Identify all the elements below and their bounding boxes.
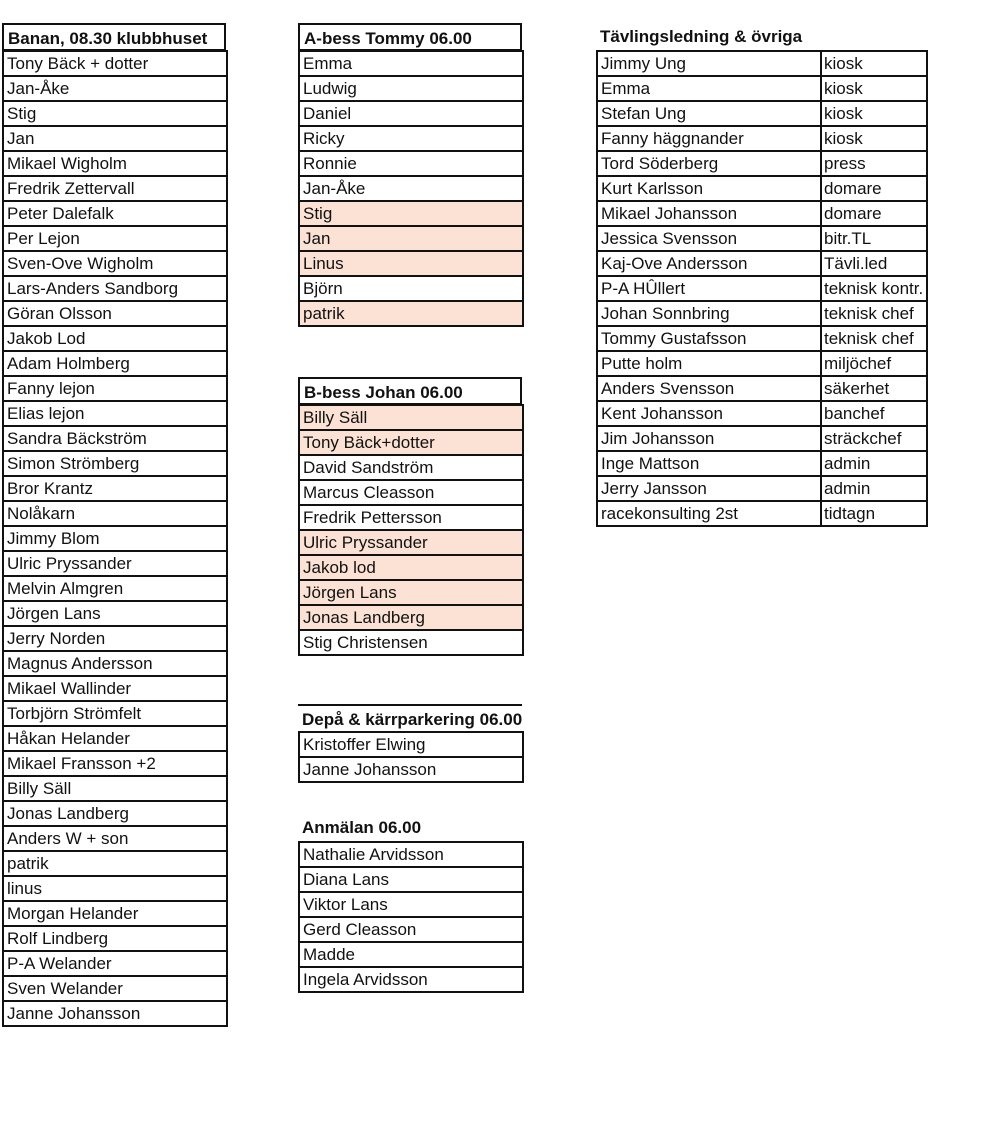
tavling-name-cell: Fanny häggnander xyxy=(597,126,821,151)
abess-row xyxy=(299,201,523,226)
tavling-name-cell: Jessica Svensson xyxy=(597,226,821,251)
tavling-name-cell: Tord Söderberg xyxy=(597,151,821,176)
tavling-table xyxy=(596,50,928,527)
bbess-row xyxy=(299,480,523,505)
banan-name-cell: Fanny lejon xyxy=(3,376,227,401)
abess-rows xyxy=(299,51,523,326)
banan-name-cell: patrik xyxy=(3,851,227,876)
banan-row xyxy=(3,926,227,951)
anmalan-table xyxy=(298,841,524,993)
anmalan-row xyxy=(299,842,523,867)
banan-row xyxy=(3,551,227,576)
tavling-row xyxy=(597,376,927,401)
anmalan-name-cell: Viktor Lans xyxy=(299,892,523,917)
banan-name-cell: Jakob Lod xyxy=(3,326,227,351)
bbess-name-cell: Ulric Pryssander xyxy=(299,530,523,555)
tavling-role-cell: säkerhet xyxy=(821,376,927,401)
abess-name-cell: Jan-Åke xyxy=(299,176,523,201)
anmalan-name-cell: Nathalie Arvidsson xyxy=(299,842,523,867)
banan-title: Banan, 08.30 klubbhuset xyxy=(2,23,226,50)
depa-name-cell: Janne Johansson xyxy=(299,757,523,782)
anmalan-name-cell: Ingela Arvidsson xyxy=(299,967,523,992)
anmalan-section xyxy=(298,814,522,993)
banan-name-cell: Mikael Wallinder xyxy=(3,676,227,701)
anmalan-row xyxy=(299,967,523,992)
depa-row xyxy=(299,732,523,757)
abess-row xyxy=(299,301,523,326)
abess-row xyxy=(299,126,523,151)
bbess-name-cell: Jonas Landberg xyxy=(299,605,523,630)
tavling-name-cell: P-A HÛllert xyxy=(597,276,821,301)
banan-name-cell: Jan xyxy=(3,126,227,151)
banan-name-cell: Torbjörn Strömfelt xyxy=(3,701,227,726)
bbess-name-cell: Jakob lod xyxy=(299,555,523,580)
banan-row xyxy=(3,201,227,226)
banan-row xyxy=(3,801,227,826)
banan-name-cell: Fredrik Zettervall xyxy=(3,176,227,201)
bbess-rows xyxy=(299,405,523,655)
bbess-name-cell: Billy Säll xyxy=(299,405,523,430)
tavling-name-cell: Johan Sonnbring xyxy=(597,301,821,326)
tavling-name-cell: Emma xyxy=(597,76,821,101)
tavling-name-cell: Jerry Jansson xyxy=(597,476,821,501)
bbess-title: B-bess Johan 06.00 xyxy=(298,377,522,404)
tavling-name-cell: Mikael Johansson xyxy=(597,201,821,226)
banan-row xyxy=(3,51,227,76)
bbess-row xyxy=(299,505,523,530)
banan-row xyxy=(3,876,227,901)
banan-rows xyxy=(3,51,227,1026)
banan-name-cell: Jörgen Lans xyxy=(3,601,227,626)
tavling-row xyxy=(597,51,927,76)
tavling-name-cell: Inge Mattson xyxy=(597,451,821,476)
tavling-title: Tävlingsledning & övriga xyxy=(600,27,803,46)
tavling-name-cell: Stefan Ung xyxy=(597,101,821,126)
abess-row xyxy=(299,251,523,276)
banan-name-cell: Adam Holmberg xyxy=(3,351,227,376)
banan-row xyxy=(3,726,227,751)
abess-name-cell: Emma xyxy=(299,51,523,76)
abess-row xyxy=(299,176,523,201)
tavling-row xyxy=(597,176,927,201)
abess-table xyxy=(298,50,524,327)
tavling-name-cell: Tommy Gustafsson xyxy=(597,326,821,351)
banan-row xyxy=(3,226,227,251)
banan-name-cell: Per Lejon xyxy=(3,226,227,251)
banan-row xyxy=(3,601,227,626)
banan-row xyxy=(3,701,227,726)
tavling-name-cell: racekonsulting 2st xyxy=(597,501,821,526)
banan-row xyxy=(3,326,227,351)
banan-section xyxy=(2,23,226,1027)
bbess-table xyxy=(298,404,524,656)
tavling-row xyxy=(597,251,927,276)
abess-row xyxy=(299,226,523,251)
bbess-row xyxy=(299,430,523,455)
abess-title: A-bess Tommy 06.00 xyxy=(298,23,522,50)
abess-section xyxy=(298,23,522,327)
tavling-name-cell: Putte holm xyxy=(597,351,821,376)
abess-name-cell: Linus xyxy=(299,251,523,276)
depa-row xyxy=(299,757,523,782)
bbess-section xyxy=(298,377,522,656)
bbess-name-cell: Tony Bäck+dotter xyxy=(299,430,523,455)
tavling-row xyxy=(597,426,927,451)
tavling-role-cell: tidtagn xyxy=(821,501,927,526)
abess-row xyxy=(299,51,523,76)
banan-row xyxy=(3,526,227,551)
banan-name-cell: Jerry Norden xyxy=(3,626,227,651)
bbess-name-cell: David Sandström xyxy=(299,455,523,480)
anmalan-rows xyxy=(299,842,523,992)
tavling-role-cell: banchef xyxy=(821,401,927,426)
banan-name-cell: Anders W + son xyxy=(3,826,227,851)
banan-name-cell: Sven-Ove Wigholm xyxy=(3,251,227,276)
banan-row xyxy=(3,101,227,126)
banan-row xyxy=(3,301,227,326)
depa-title: Depå & kärrparkering 06.00 xyxy=(298,704,522,731)
abess-row xyxy=(299,101,523,126)
banan-name-cell: Billy Säll xyxy=(3,776,227,801)
bbess-row xyxy=(299,605,523,630)
anmalan-name-cell: Gerd Cleasson xyxy=(299,917,523,942)
banan-name-cell: Ulric Pryssander xyxy=(3,551,227,576)
banan-row xyxy=(3,776,227,801)
tavling-row xyxy=(597,401,927,426)
abess-row xyxy=(299,276,523,301)
bbess-row xyxy=(299,580,523,605)
banan-row xyxy=(3,376,227,401)
abess-name-cell: Ludwig xyxy=(299,76,523,101)
tavling-row xyxy=(597,351,927,376)
tavling-row xyxy=(597,501,927,526)
banan-row xyxy=(3,651,227,676)
tavling-role-cell: kiosk xyxy=(821,101,927,126)
anmalan-title: Anmälan 06.00 xyxy=(302,818,422,837)
tavling-row xyxy=(597,301,927,326)
tavling-row xyxy=(597,451,927,476)
depa-table xyxy=(298,731,524,783)
banan-row xyxy=(3,826,227,851)
banan-name-cell: Jan-Åke xyxy=(3,76,227,101)
bbess-row xyxy=(299,630,523,655)
banan-name-cell: Nolåkarn xyxy=(3,501,227,526)
abess-name-cell: Björn xyxy=(299,276,523,301)
banan-row xyxy=(3,401,227,426)
bbess-row xyxy=(299,455,523,480)
tavling-name-cell: Jim Johansson xyxy=(597,426,821,451)
banan-row xyxy=(3,901,227,926)
anmalan-row xyxy=(299,867,523,892)
banan-name-cell: linus xyxy=(3,876,227,901)
abess-name-cell: Stig xyxy=(299,201,523,226)
tavling-name-cell: Kurt Karlsson xyxy=(597,176,821,201)
tavling-name-cell: Kent Johansson xyxy=(597,401,821,426)
banan-row xyxy=(3,476,227,501)
banan-row xyxy=(3,151,227,176)
banan-name-cell: Jimmy Blom xyxy=(3,526,227,551)
banan-row xyxy=(3,626,227,651)
banan-name-cell: Stig xyxy=(3,101,227,126)
tavling-role-cell: admin xyxy=(821,476,927,501)
banan-row xyxy=(3,751,227,776)
banan-name-cell: Magnus Andersson xyxy=(3,651,227,676)
anmalan-row xyxy=(299,942,523,967)
banan-name-cell: Göran Olsson xyxy=(3,301,227,326)
banan-row xyxy=(3,276,227,301)
banan-row xyxy=(3,1001,227,1026)
tavling-rows xyxy=(597,51,927,526)
tavling-role-cell: bitr.TL xyxy=(821,226,927,251)
tavling-row xyxy=(597,126,927,151)
tavling-role-cell: teknisk kontr. xyxy=(821,276,927,301)
tavling-row xyxy=(597,201,927,226)
tavling-role-cell: admin xyxy=(821,451,927,476)
banan-name-cell: Elias lejon xyxy=(3,401,227,426)
banan-row xyxy=(3,76,227,101)
abess-name-cell: Daniel xyxy=(299,101,523,126)
banan-row xyxy=(3,851,227,876)
tavling-role-cell: domare xyxy=(821,176,927,201)
banan-row xyxy=(3,576,227,601)
bbess-name-cell: Fredrik Pettersson xyxy=(299,505,523,530)
banan-row xyxy=(3,451,227,476)
banan-name-cell: Sandra Bäckström xyxy=(3,426,227,451)
banan-row xyxy=(3,251,227,276)
banan-name-cell: Peter Dalefalk xyxy=(3,201,227,226)
depa-name-cell: Kristoffer Elwing xyxy=(299,732,523,757)
abess-name-cell: Ricky xyxy=(299,126,523,151)
tavling-section xyxy=(596,23,931,527)
banan-row xyxy=(3,426,227,451)
tavling-row xyxy=(597,101,927,126)
tavling-name-cell: Kaj-Ove Andersson xyxy=(597,251,821,276)
banan-name-cell: Tony Bäck + dotter xyxy=(3,51,227,76)
tavling-row xyxy=(597,326,927,351)
banan-name-cell: Bror Krantz xyxy=(3,476,227,501)
tavling-role-cell: kiosk xyxy=(821,126,927,151)
tavling-role-cell: Tävli.led xyxy=(821,251,927,276)
anmalan-row xyxy=(299,917,523,942)
banan-name-cell: Lars-Anders Sandborg xyxy=(3,276,227,301)
banan-name-cell: Håkan Helander xyxy=(3,726,227,751)
tavling-row xyxy=(597,276,927,301)
tavling-name-cell: Anders Svensson xyxy=(597,376,821,401)
tavling-role-cell: miljöchef xyxy=(821,351,927,376)
banan-row xyxy=(3,976,227,1001)
depa-rows xyxy=(299,732,523,782)
banan-row xyxy=(3,126,227,151)
banan-name-cell: Sven Welander xyxy=(3,976,227,1001)
bbess-name-cell: Jörgen Lans xyxy=(299,580,523,605)
abess-row xyxy=(299,151,523,176)
tavling-role-cell: kiosk xyxy=(821,76,927,101)
banan-name-cell: Melvin Almgren xyxy=(3,576,227,601)
banan-name-cell: Janne Johansson xyxy=(3,1001,227,1026)
banan-row xyxy=(3,951,227,976)
bbess-row xyxy=(299,530,523,555)
banan-name-cell: Simon Strömberg xyxy=(3,451,227,476)
banan-row xyxy=(3,676,227,701)
tavling-role-cell: press xyxy=(821,151,927,176)
tavling-row xyxy=(597,476,927,501)
depa-section xyxy=(298,704,528,783)
banan-name-cell: Jonas Landberg xyxy=(3,801,227,826)
banan-name-cell: Rolf Lindberg xyxy=(3,926,227,951)
tavling-role-cell: sträckchef xyxy=(821,426,927,451)
abess-row xyxy=(299,76,523,101)
abess-name-cell: Ronnie xyxy=(299,151,523,176)
abess-name-cell: Jan xyxy=(299,226,523,251)
tavling-name-cell: Jimmy Ung xyxy=(597,51,821,76)
tavling-row xyxy=(597,76,927,101)
anmalan-name-cell: Madde xyxy=(299,942,523,967)
anmalan-row xyxy=(299,892,523,917)
tavling-role-cell: kiosk xyxy=(821,51,927,76)
bbess-name-cell: Marcus Cleasson xyxy=(299,480,523,505)
bbess-row xyxy=(299,405,523,430)
bbess-name-cell: Stig Christensen xyxy=(299,630,523,655)
banan-name-cell: P-A Welander xyxy=(3,951,227,976)
banan-row xyxy=(3,176,227,201)
banan-name-cell: Morgan Helander xyxy=(3,901,227,926)
tavling-row xyxy=(597,151,927,176)
bbess-row xyxy=(299,555,523,580)
banan-row xyxy=(3,501,227,526)
anmalan-name-cell: Diana Lans xyxy=(299,867,523,892)
tavling-role-cell: domare xyxy=(821,201,927,226)
tavling-role-cell: teknisk chef xyxy=(821,301,927,326)
banan-row xyxy=(3,351,227,376)
tavling-role-cell: teknisk chef xyxy=(821,326,927,351)
tavling-row xyxy=(597,226,927,251)
abess-name-cell: patrik xyxy=(299,301,523,326)
banan-name-cell: Mikael Fransson +2 xyxy=(3,751,227,776)
banan-name-cell: Mikael Wigholm xyxy=(3,151,227,176)
banan-table xyxy=(2,50,228,1027)
